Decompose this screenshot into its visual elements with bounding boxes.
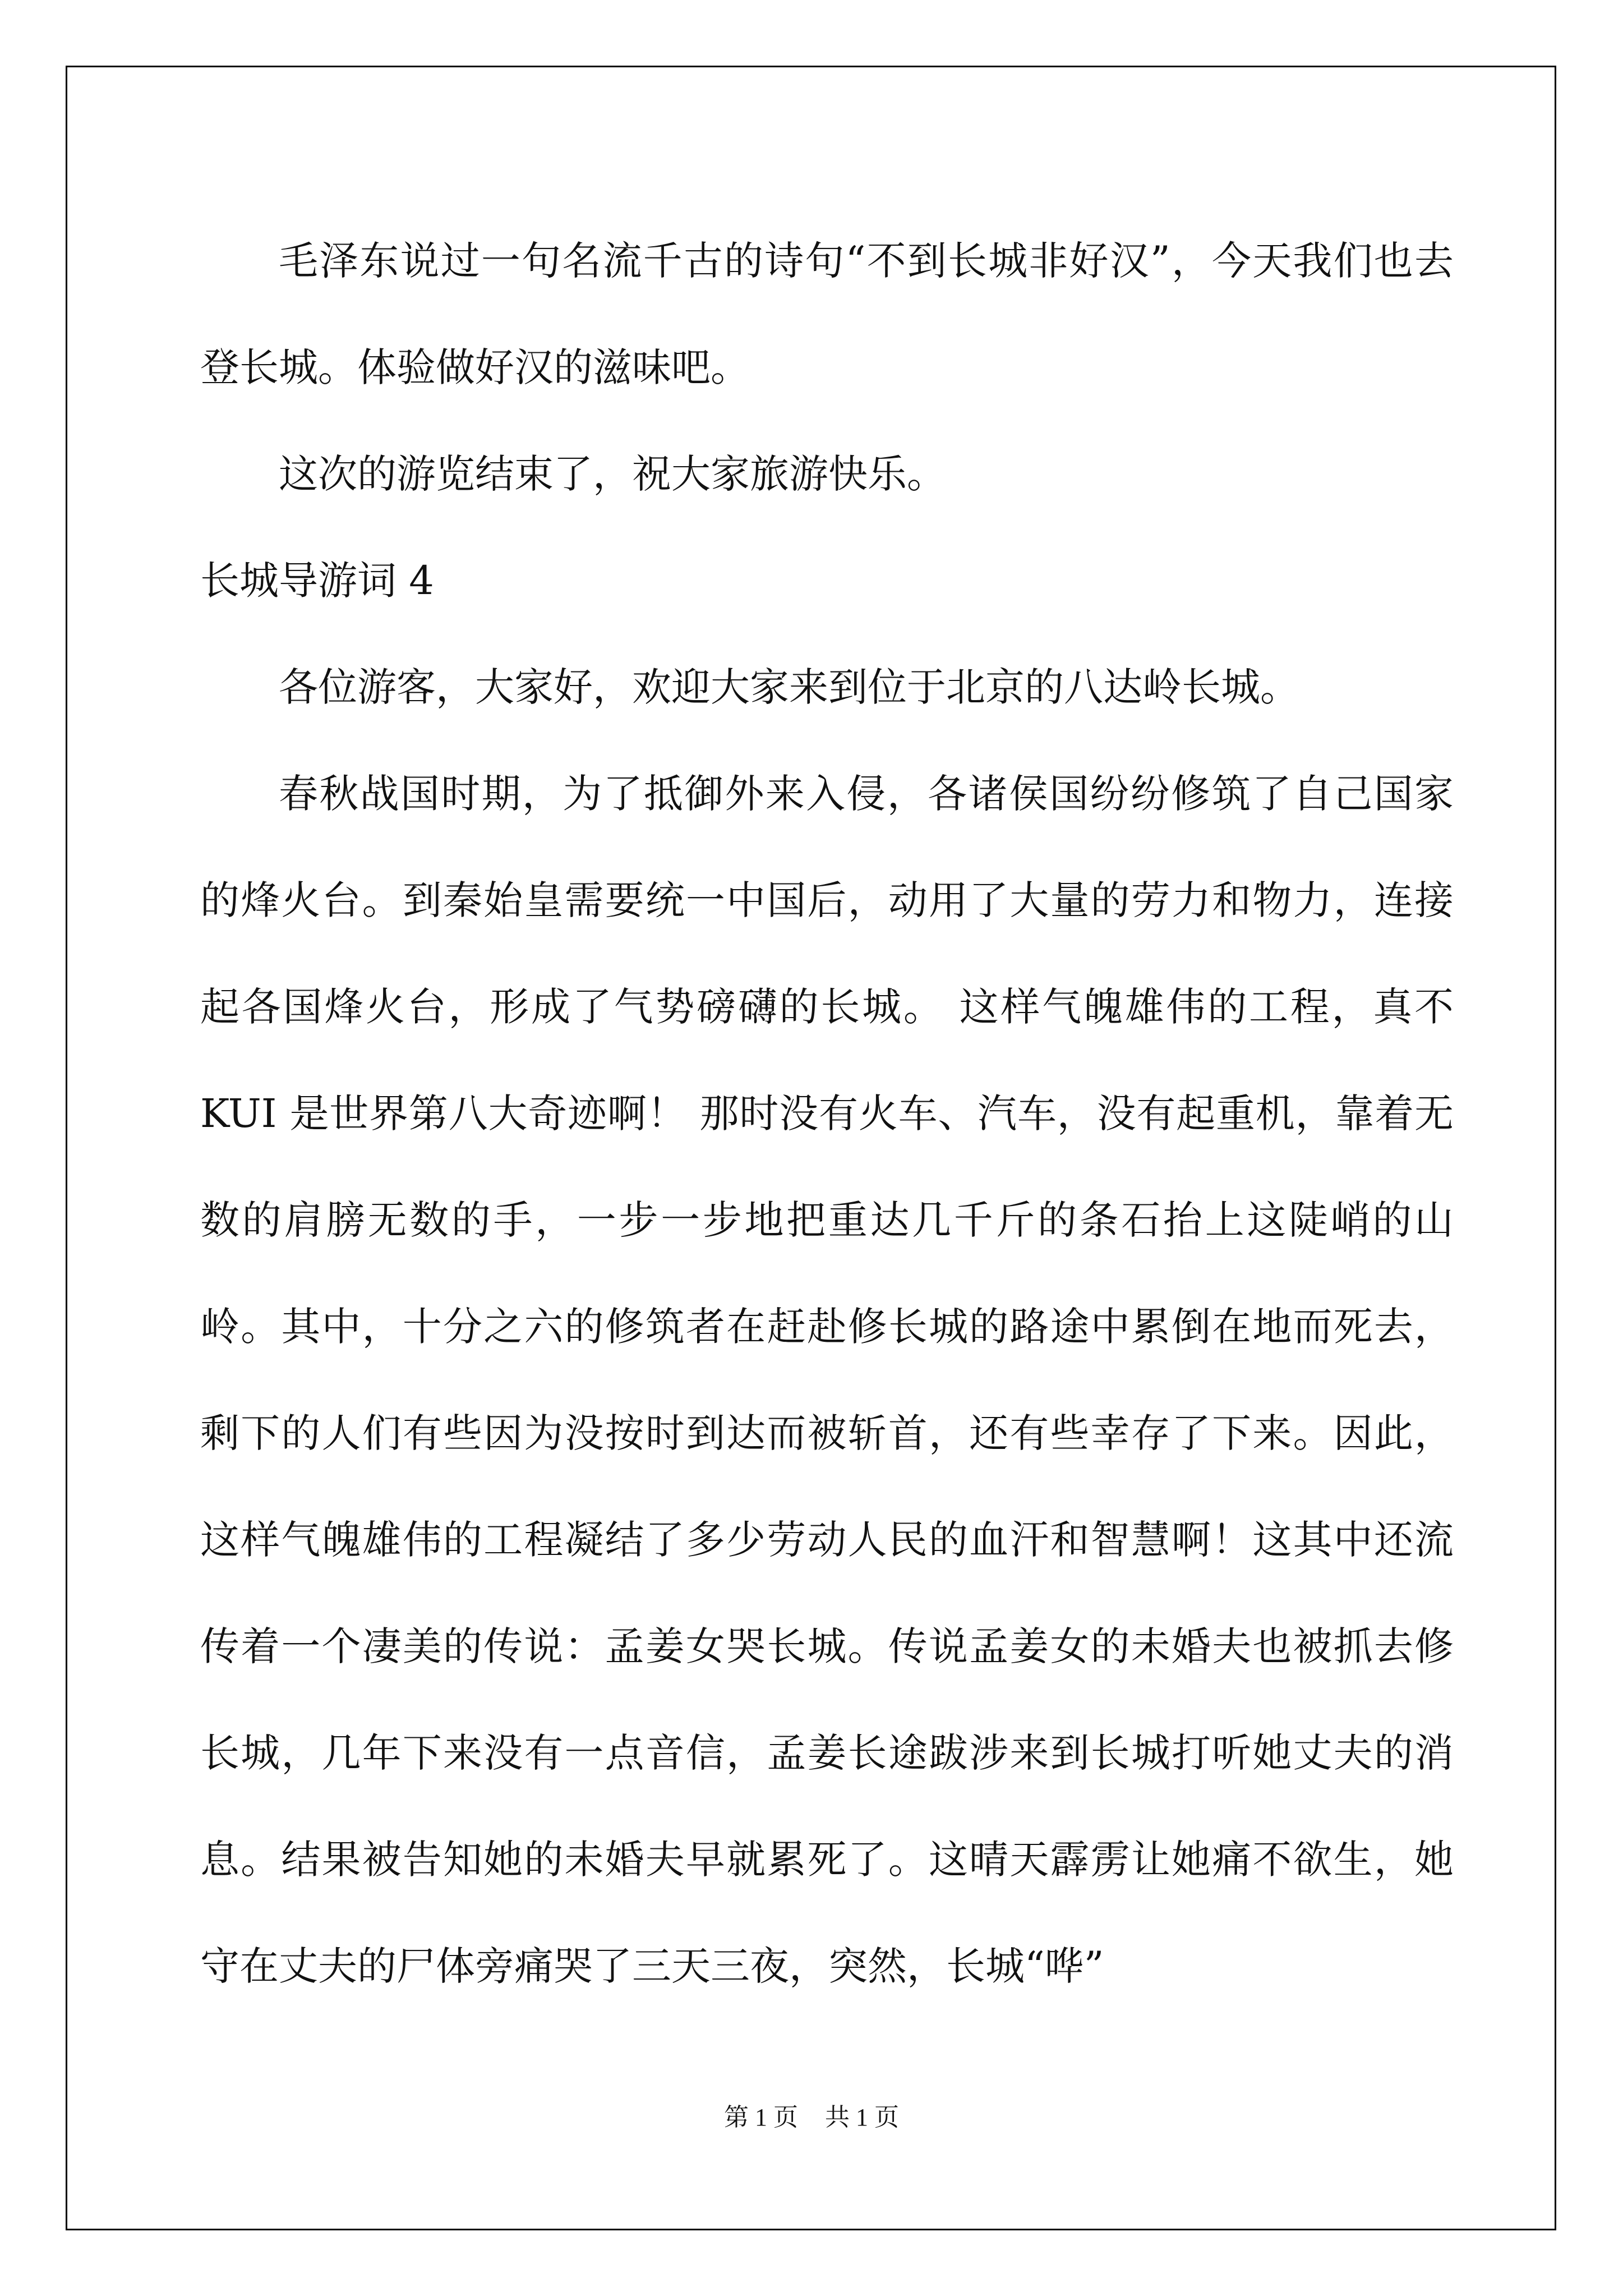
page-total: 共 1 页 <box>825 2104 899 2131</box>
paragraph: 各位游客，大家好，欢迎大家来到位于北京的八达岭长城。 <box>279 664 1299 710</box>
section-heading: 长城导游词 4 <box>200 558 434 604</box>
page-footer <box>0 2101 1623 2134</box>
paragraph: 春秋战国时期，为了抵御外来入侵，各诸侯国纷纷修筑了自己国家的烽火台。到秦始皇需要统一中国后，动用了大量的劳力和物力，连接起各国烽火台，形成了气势磅礴的长城。 这样气魄雄伟的工程，真不 KUI 是世界第八大奇迹啊！ 那时没有火车、汽车，没有起重机，靠着无数的肩膀无数的手，一步一步地把重达几千斤的条石抬上这陡峭的山岭。其中，十分之六的修筑者在赶赴修长城的路途中累倒在地而死去，剩下的人们有些因为没按时到达而被斩首，还有些幸存了下来。因此，这样气魄雄伟的工程凝结了多少劳动人民的血汗和智慧啊！这其中还流传着一个凄美的传说：孟姜女哭长城。传说孟姜女的未婚夫也被抓去修长城，几年下来没有一点音信，孟姜长途跋涉来到长城打听她丈夫的消息。结果被告知她的未婚夫早就累死了。这晴天霹雳让她痛不欲生，她守在丈夫的尸体旁痛哭了三天三夜，突然，长城“哗” <box>200 771 1454 1989</box>
page-number: 第 1 页 <box>724 2104 798 2131</box>
document-body <box>200 208 1454 2019</box>
paragraph: 毛泽东说过一句名流千古的诗句“不到长城非好汉”，今天我们也去登长城。体验做好汉的滋味吧。 <box>200 238 1454 390</box>
paragraph: 这次的游览结束了，祝大家旅游快乐。 <box>279 451 946 497</box>
